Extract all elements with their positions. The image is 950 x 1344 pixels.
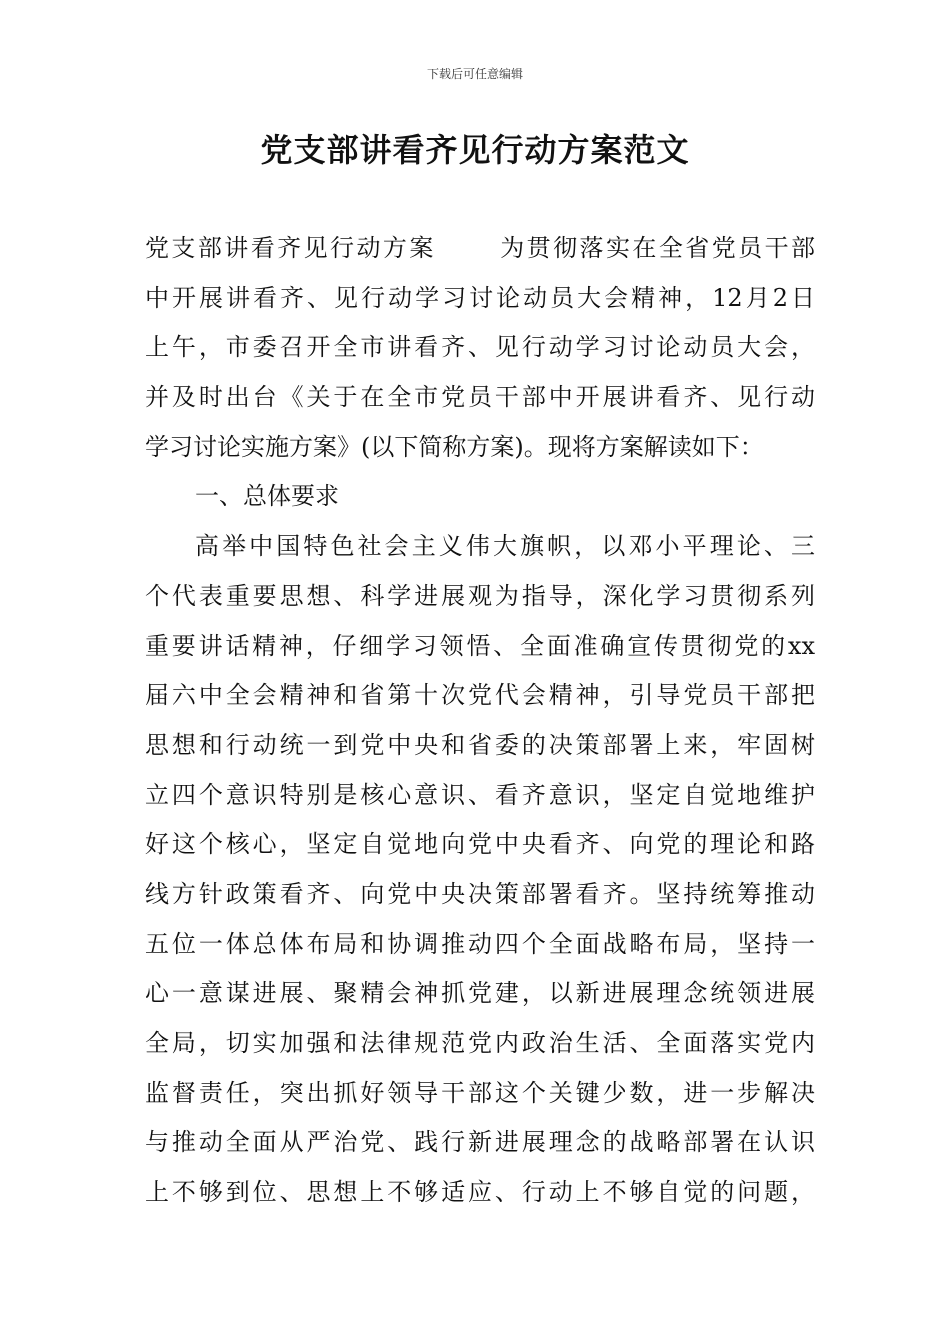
body-line: 与推动全面从严治党、践行新进展理念的战略部署在认识 (145, 1128, 815, 1157)
body-line: 立四个意识特别是核心意识、看齐意识，坚定自觉地维护 (145, 780, 815, 809)
body-line: 中开展讲看齐、见行动学习讨论动员大会精神，12月2日 (145, 283, 815, 312)
document-title: 党支部讲看齐见行动方案范文 (260, 131, 690, 169)
document-body (145, 224, 815, 1218)
body-line: 全局，切实加强和法律规范党内政治生活、全面落实党内 (145, 1029, 815, 1057)
body-line: 思想和行动统一到党中央和省委的决策部署上来，牢固树 (145, 730, 815, 759)
body-line: 上不够到位、思想上不够适应、行动上不够自觉的问题， (145, 1178, 815, 1207)
body-line: 并及时出台《关于在全市党员干部中开展讲看齐、见行动 (145, 383, 815, 412)
body-line: 学习讨论实施方案》(以下简称方案)。现将方案解读如下： (145, 432, 764, 461)
body-line (145, 224, 815, 274)
body-line: 上午，市委召开全市讲看齐、见行动学习讨论动员大会， (145, 333, 815, 362)
body-line: 个代表重要思想、科学进展观为指导，深化学习贯彻系列 (145, 581, 815, 610)
body-line: 重要讲话精神，仔细学习领悟、全面准确宣传贯彻党的xx (145, 631, 815, 660)
body-line: 届六中全会精神和省第十次党代会精神，引导党员干部把 (145, 681, 815, 710)
body-line: 高举中国特色社会主义伟大旗帜，以邓小平理论、三 (195, 532, 815, 561)
body-line: 线方针政策看齐、向党中央决策部署看齐。坚持统筹推动 (145, 879, 815, 908)
body-line: 好这个核心，坚定自觉地向党中央看齐、向党的理论和路 (145, 830, 815, 859)
body-line: 心一意谋进展、聚精会神抓党建，以新进展理念统领进展 (145, 979, 815, 1008)
intro-lead: 党支部讲看齐见行动方案 (145, 234, 436, 262)
section-heading: 一、总体要求 (195, 482, 339, 511)
body-line: 五位一体总体布局和协调推动四个全面战略布局，坚持一 (145, 929, 815, 958)
body-line: 监督责任，突出抓好领导干部这个关键少数，进一步解决 (145, 1078, 815, 1107)
intro-line-rest: 为贯彻落实在全省党员干部 (497, 234, 815, 262)
header-note: 下载后可任意编辑 (426, 67, 523, 81)
